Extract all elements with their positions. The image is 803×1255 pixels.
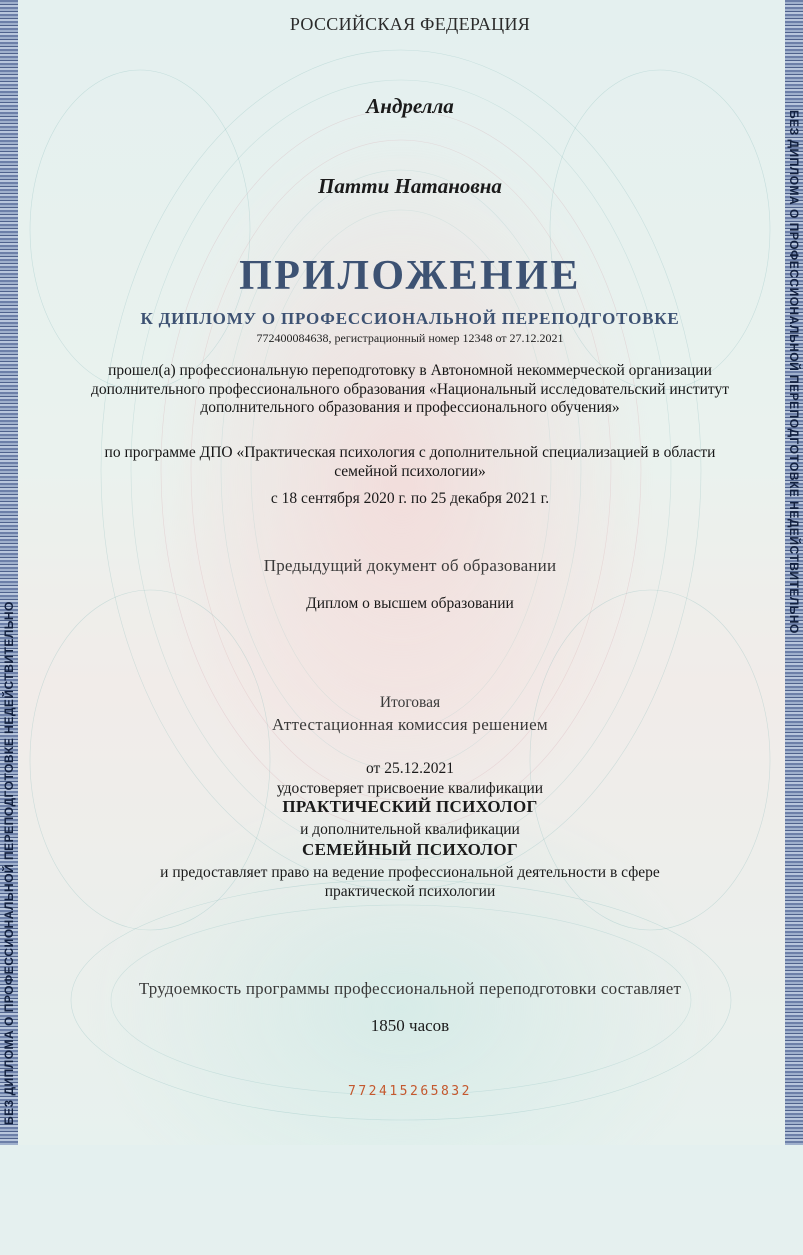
document-subtitle: К ДИПЛОМУ О ПРОФЕССИОНАЛЬНОЙ ПЕРЕПОДГОТОВКЕ [140,309,680,328]
previous-document-label: Предыдущий документ об образовании [263,556,557,575]
final-label: Итоговая [379,694,441,711]
holder-surname: Андрелла [366,94,454,118]
registration-line: 772400084638, регистрационный номер 12348 от 27.12.2021 [256,331,564,345]
training-dates: с 18 сентября 2020 г. по 25 декабря 2021 г. [270,490,550,507]
program-paragraph: по программе ДПО «Практическая психология с дополнительной специализацией в области семейной психологии» [104,444,716,480]
training-paragraph: прошел(а) профессиональную переподготовку в Автономной некоммерческой организации дополнительного профессионального образования «Национальный исследовательский институт дополнительного образования и профессионального обучения» [90,362,729,416]
decision-date: от 25.12.2021 [366,760,454,777]
commission-label: Аттестационная комиссия решением [272,715,548,734]
country-header: РОССИЙСКАЯ ФЕДЕРАЦИЯ [289,14,531,34]
left-border-text: БЕЗ ДИПЛОМА О ПРОФЕССИОНАЛЬНОЙ ПЕРЕПОДГОТОВКЕ НЕДЕЙСТВИТЕЛЬНО [2,601,16,1125]
document-title: ПРИЛОЖЕНИЕ [239,253,581,299]
holder-given-names: Патти Натановна [318,174,502,198]
previous-document-value: Диплом о высшем образовании [306,595,514,612]
right-border-text: БЕЗ ДИПЛОМА О ПРОФЕССИОНАЛЬНОЙ ПЕРЕПОДГОТОВКЕ НЕДЕЙСТВИТЕЛЬНО [787,110,801,634]
workload-label: Трудоемкость программы профессиональной переподготовки составляет [138,979,682,998]
additional-qualification: СЕМЕЙНЫЙ ПСИХОЛОГ [302,840,518,859]
rights-text: и предоставляет право на ведение профессиональной деятельности в сфере практической психологии [160,864,660,900]
qualification: ПРАКТИЧЕСКИЙ ПСИХОЛОГ [282,797,538,816]
serial-number: 772415265832 [348,1084,472,1099]
certifies-text: удостоверяет присвоение квалификации [276,780,544,797]
additional-qualification-text: и дополнительной квалификации [300,821,520,838]
workload-hours: 1850 часов [370,1016,450,1035]
